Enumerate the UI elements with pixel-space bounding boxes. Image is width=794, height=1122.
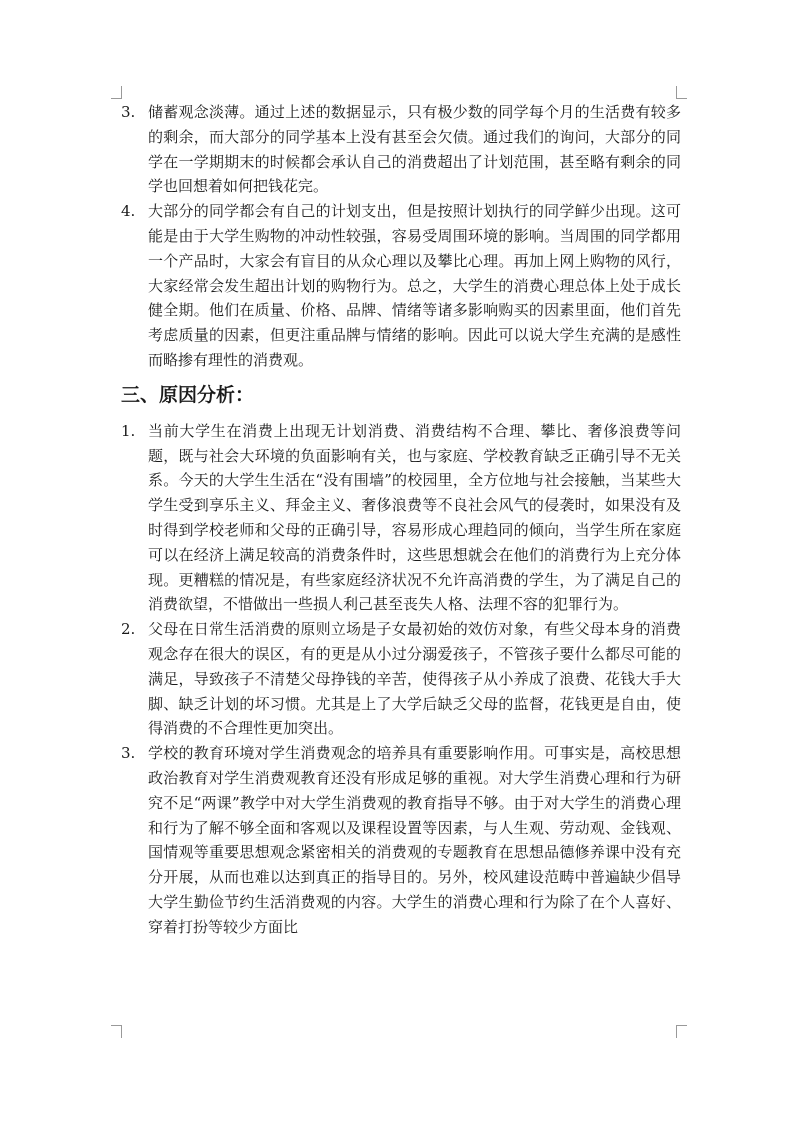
- list-number: 2.: [121, 620, 136, 639]
- corner-mark-bottom-left: [111, 1025, 122, 1038]
- list-item: [121, 741, 681, 939]
- list-number: 1.: [121, 421, 136, 440]
- corner-mark-top-left: [111, 86, 122, 99]
- list-text: 大部分的同学都会有自己的计划支出，但是按照计划执行的同学鲜少出现。这可能是由于大学生购物的冲动性较强，容易受周围环境的影响。当周围的同学都用一个产品时，大家会有盲目的从众心理以及攀比心理。再加上网上购物的风行，大家经常会发生超出计划的购物行为。总之，大学生的消费心理总体上处于成长健全期。他们在质量、价格、品牌、情绪等诸多影响购买的因素里面，他们首先考虑质量的因素，但更注重品牌与情绪的影响。因此可以说大学生充满的是感性而略掺有理性的消费观。: [148, 202, 681, 369]
- list-number: 4.: [121, 202, 136, 221]
- section-heading: 三、原因分析：: [121, 383, 255, 406]
- list-number: 3.: [121, 744, 136, 763]
- list-item: [121, 199, 681, 373]
- list-text: 学校的教育环境对学生消费观念的培养具有重要影响作用。可事实是，高校思想政治教育对学生消费观教育还没有形成足够的重视。对大学生消费心理和行为研究不足“两课”教学中对大学生消费观的教育指导不够。由于对大学生的消费心理和行为了解不够全面和客观以及课程设置等因素，与人生观、劳动观、金钱观、国情观等重要思想观念紧密相关的消费观的专题教育在思想品德修养课中没有充分开展，从而也难以达到真正的指导目的。另外，校风建设范畴中普遍缺少倡导大学生勤俭节约生活消费观的内容。大学生的消费心理和行为除了在个人喜好、穿着打扮等较少方面比: [148, 744, 681, 936]
- list-text: 父母在日常生活消费的原则立场是子女最初始的效仿对象，有些父母本身的消费观念存在很大的误区，有的更是从小过分溺爱孩子，不管孩子要什么都尽可能的满足，导致孩子不清楚父母挣钱的辛苦，使得孩子从小养成了浪费、花钱大手大脚、缺乏计划的坏习惯。尤其是上了大学后缺乏父母的监督，花钱更是自由，使得消费的不合理性更加突出。: [148, 620, 681, 738]
- list-item: [121, 419, 681, 617]
- findings-list: [121, 100, 681, 373]
- list-number: 3.: [121, 103, 136, 121]
- corner-mark-bottom-right: [676, 1025, 687, 1038]
- list-text: 当前大学生在消费上出现无计划消费、消费结构不合理、攀比、奢侈浪费等问题，既与社会大环境的负面影响有关，也与家庭、学校教育缺乏正确引导不无关系。今天的大学生生活在“没有围墙”的校园里，全方位地与社会接触，当某些大学生受到享乐主义、拜金主义、奢侈浪费等不良社会风气的侵袭时，如果没有及时得到学校老师和父母的正确引导，容易形成心理趋同的倾向，当学生所在家庭可以在经济上满足较高的消费条件时，这些思想就会在他们的消费行为上充分体现。更糟糕的情况是，有些家庭经济状况不允许高消费的学生，为了满足自己的消费欲望，不惜做出一些损人利己甚至丧失人格、法理不容的犯罪行为。: [148, 421, 681, 614]
- list-item: [121, 617, 681, 741]
- cause-analysis-list: [121, 419, 681, 940]
- list-text: 储蓄观念淡薄。通过上述的数据显示，只有极少数的同学每个月的生活费有较多的剩余，而大部分的同学基本上没有甚至会欠债。通过我们的询问，大部分的同学在一学期期末的时候都会承认自己的消费超出了计划范围，甚至略有剩余的同学也回想着如何把钱花完。: [148, 103, 681, 196]
- corner-mark-top-right: [676, 86, 687, 99]
- document-body: [121, 100, 681, 940]
- list-item: [121, 100, 681, 199]
